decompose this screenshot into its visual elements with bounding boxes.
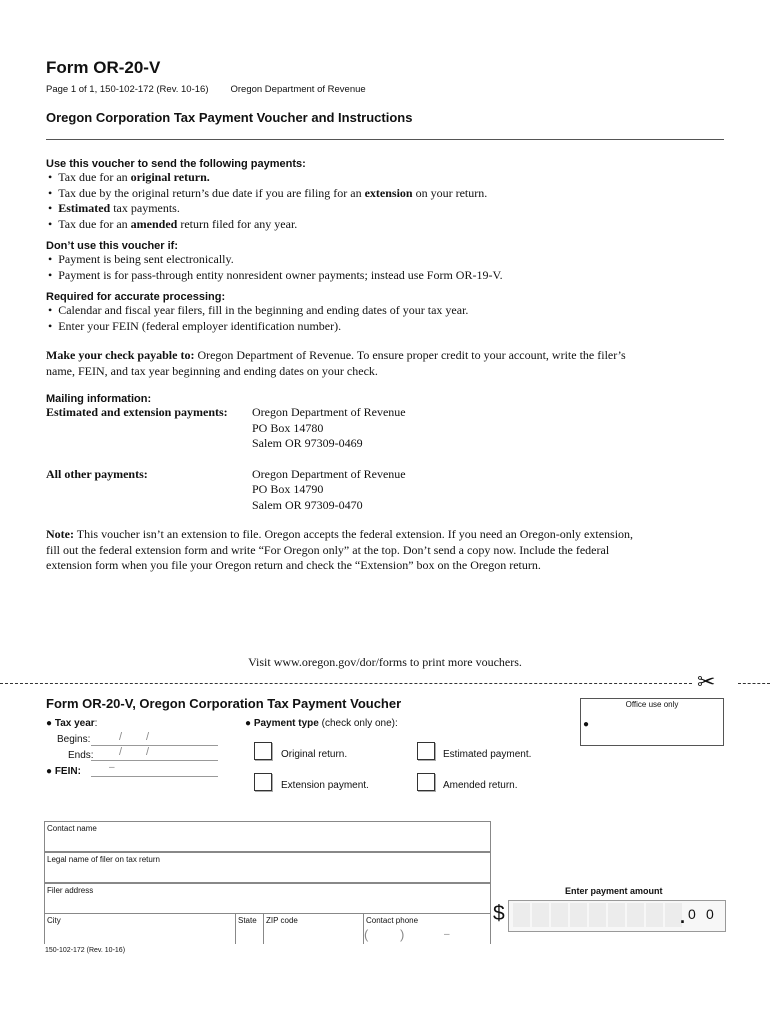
- note-line-1: [46, 527, 726, 543]
- divider: [46, 139, 724, 140]
- mailing-estimated-address: [252, 405, 406, 452]
- fein-label-row: ● FEIN:: [46, 766, 81, 777]
- text: Calendar and fiscal year filers, fill in the beginning and ending dates of your tax year.: [58, 303, 469, 317]
- date-separator: /: [119, 746, 123, 758]
- begins-date-field[interactable]: [91, 731, 218, 746]
- state-field[interactable]: [235, 914, 264, 944]
- mailing-other-label: All other payments:: [46, 466, 148, 481]
- text-bold: extension: [364, 185, 413, 200]
- amount-digit-cell: [627, 903, 644, 927]
- address-line: PO Box 14780: [252, 420, 324, 435]
- text: Payment is being sent electronically.: [58, 252, 234, 266]
- extension-payment-label: Extension payment.: [281, 780, 369, 791]
- text: Enter your FEIN (federal employer identification number).: [58, 318, 342, 333]
- cut-line: [738, 683, 770, 684]
- visit-text: Visit www.oregon.gov/dor/forms to print more vouchers.: [248, 655, 522, 669]
- mailing-heading: Mailing information:: [46, 393, 152, 405]
- phone-paren: (: [364, 927, 369, 942]
- enter-amount-label: Enter payment amount: [565, 886, 663, 896]
- payment-type-label: ● Payment type (check only one):: [245, 718, 398, 729]
- note-line-2: fill out the federal extension form and write “For Oregon only” at the top. Don’t send a copy now. Include the federal: [46, 542, 610, 557]
- contact-name-label: Contact name: [47, 824, 97, 833]
- ends-date-field[interactable]: [91, 746, 218, 761]
- amended-return-label: Amended return.: [443, 780, 518, 791]
- text-bold: Estimated: [58, 201, 111, 215]
- tax-year-label: ● Tax year:: [46, 718, 98, 729]
- text: Payment is for pass-through entity nonresident owner payments; instead use Form OR-19-V.: [58, 267, 503, 282]
- voucher-title: Form OR-20-V, Oregon Corporation Tax Payment Voucher: [46, 696, 402, 711]
- begins-label: Begins:: [57, 734, 91, 745]
- text: Payment type: [253, 718, 319, 729]
- city-row: [44, 913, 491, 944]
- mailing-estimated-label: Estimated and extension payments:: [46, 405, 228, 419]
- city-field[interactable]: [45, 914, 235, 944]
- office-use-label: Office use only: [625, 700, 679, 709]
- required-bullet-1: • Calendar and fiscal year filers, fill in the beginning and ending dates of your tax year.: [48, 303, 469, 317]
- text: Tax due by the original return’s due date if you are filing for an: [58, 185, 365, 200]
- use-bullet-4: • Tax due for an amended return filed for any year.: [48, 216, 298, 231]
- zip-field[interactable]: [263, 914, 364, 944]
- text: Tax due for an: [58, 216, 131, 231]
- text-bold: original return.: [130, 170, 210, 184]
- text: This voucher isn’t an extension to file. Oregon accepts the federal extension. If you need an Oregon-only extension,: [73, 527, 634, 541]
- zip-label: ZIP code: [266, 916, 298, 925]
- amount-digit-cell: [608, 903, 625, 927]
- bullet-icon: ●: [583, 719, 590, 730]
- text: Tax year: [54, 718, 95, 729]
- text: on your return.: [412, 185, 488, 200]
- instructions: [46, 158, 726, 574]
- legal-name-label: Legal name of filer on tax return: [47, 855, 160, 864]
- mailing-other-address: [252, 467, 406, 514]
- mailing-other: [46, 467, 726, 514]
- page-heading: Oregon Corporation Tax Payment Voucher and Instructions: [46, 110, 413, 125]
- address-line: Oregon Department of Revenue: [252, 466, 406, 481]
- phone-dash: –: [444, 929, 450, 940]
- extension-payment-checkbox[interactable]: [254, 773, 272, 791]
- fein-label: FEIN:: [54, 766, 81, 777]
- address-line: Oregon Department of Revenue: [252, 405, 406, 419]
- contact-name-field[interactable]: [44, 821, 491, 852]
- address-line: Salem OR 97309-0470: [252, 497, 363, 512]
- fein-separator: –: [109, 762, 115, 773]
- date-separator: /: [146, 746, 150, 758]
- amount-digit-cell: [646, 903, 663, 927]
- text: return filed for any year.: [177, 216, 298, 231]
- agency-name: Oregon Department of Revenue: [230, 84, 366, 95]
- filer-address-field[interactable]: [44, 883, 491, 914]
- dont-bullet-2: • Payment is for pass-through entity nonresident owner payments; instead use Form OR-19-V.: [48, 267, 503, 282]
- note-line-3: extension form when you file your Oregon return and check the “Extension” box on the Oregon return.: [46, 558, 541, 572]
- address-line: PO Box 14790: [252, 482, 324, 496]
- amount-digit-cell: [551, 903, 568, 927]
- filer-address-label: Filer address: [47, 886, 94, 895]
- ends-label: Ends:: [68, 750, 94, 761]
- use-bullet-1: • Tax due for an original return.: [48, 170, 210, 184]
- estimated-payment-label: Estimated payment.: [443, 749, 532, 760]
- payable-text: [46, 348, 726, 364]
- use-bullet-3: • Estimated tax payments.: [48, 201, 180, 215]
- amount-digit-cell: [513, 903, 530, 927]
- required-bullet-2: • Enter your FEIN (federal employer identification number).: [48, 318, 342, 333]
- dont-heading: Don’t use this voucher if:: [46, 240, 179, 252]
- use-heading: Use this voucher to send the following payments:: [46, 158, 306, 170]
- payable-text-2: name, FEIN, and tax year beginning and ending dates on your check.: [46, 363, 378, 378]
- note-label: Note:: [46, 527, 74, 541]
- date-separator: /: [119, 731, 123, 743]
- use-bullet-2: • Tax due by the original return’s due date if you are filing for an extension on your return.: [48, 185, 488, 200]
- payable-label: Make your check payable to:: [46, 348, 195, 362]
- cents-point: .: [680, 907, 686, 927]
- cut-line: [0, 683, 692, 684]
- contact-phone-label: Contact phone: [366, 916, 419, 925]
- original-return-checkbox[interactable]: [254, 742, 272, 760]
- phone-paren: ): [400, 927, 405, 942]
- page-info: Page 1 of 1, 150-102-172 (Rev. 10-16): [46, 84, 209, 95]
- cents-digit-2: 0: [706, 906, 714, 922]
- amount-digit-cell: [589, 903, 606, 927]
- amount-digit-cell: [532, 903, 549, 927]
- dollar-sign: $: [493, 902, 505, 925]
- legal-name-field[interactable]: [44, 852, 491, 883]
- state-label: State: [238, 916, 257, 925]
- original-return-label: Original return.: [281, 749, 348, 760]
- city-label: City: [47, 916, 61, 925]
- fein-field[interactable]: [91, 762, 218, 777]
- form-title: Form OR-20-V: [46, 58, 161, 77]
- amended-return-checkbox[interactable]: [417, 773, 435, 791]
- address-line: Salem OR 97309-0469: [252, 436, 363, 450]
- cents-digit-1: 0: [688, 906, 696, 922]
- amount-digit-cell: [570, 903, 587, 927]
- date-separator: /: [146, 731, 150, 743]
- mailing-estimated: [46, 405, 726, 452]
- contact-phone-field[interactable]: [363, 914, 490, 944]
- text: (check only one):: [318, 718, 398, 729]
- required-heading: Required for accurate processing:: [46, 291, 226, 303]
- scissors-icon: ✂: [697, 669, 716, 694]
- text: Oregon Department of Revenue. To ensure proper credit to your account, write the filer’s: [194, 348, 626, 362]
- text-bold: amended: [130, 216, 178, 231]
- estimated-payment-checkbox[interactable]: [417, 742, 435, 760]
- form-meta: [46, 84, 366, 95]
- footer-form-code: 150-102-172 (Rev. 10-16): [45, 947, 126, 954]
- dont-bullet-1: • Payment is being sent electronically.: [48, 252, 234, 266]
- text: tax payments.: [110, 201, 180, 215]
- text: Tax due for an: [58, 170, 131, 184]
